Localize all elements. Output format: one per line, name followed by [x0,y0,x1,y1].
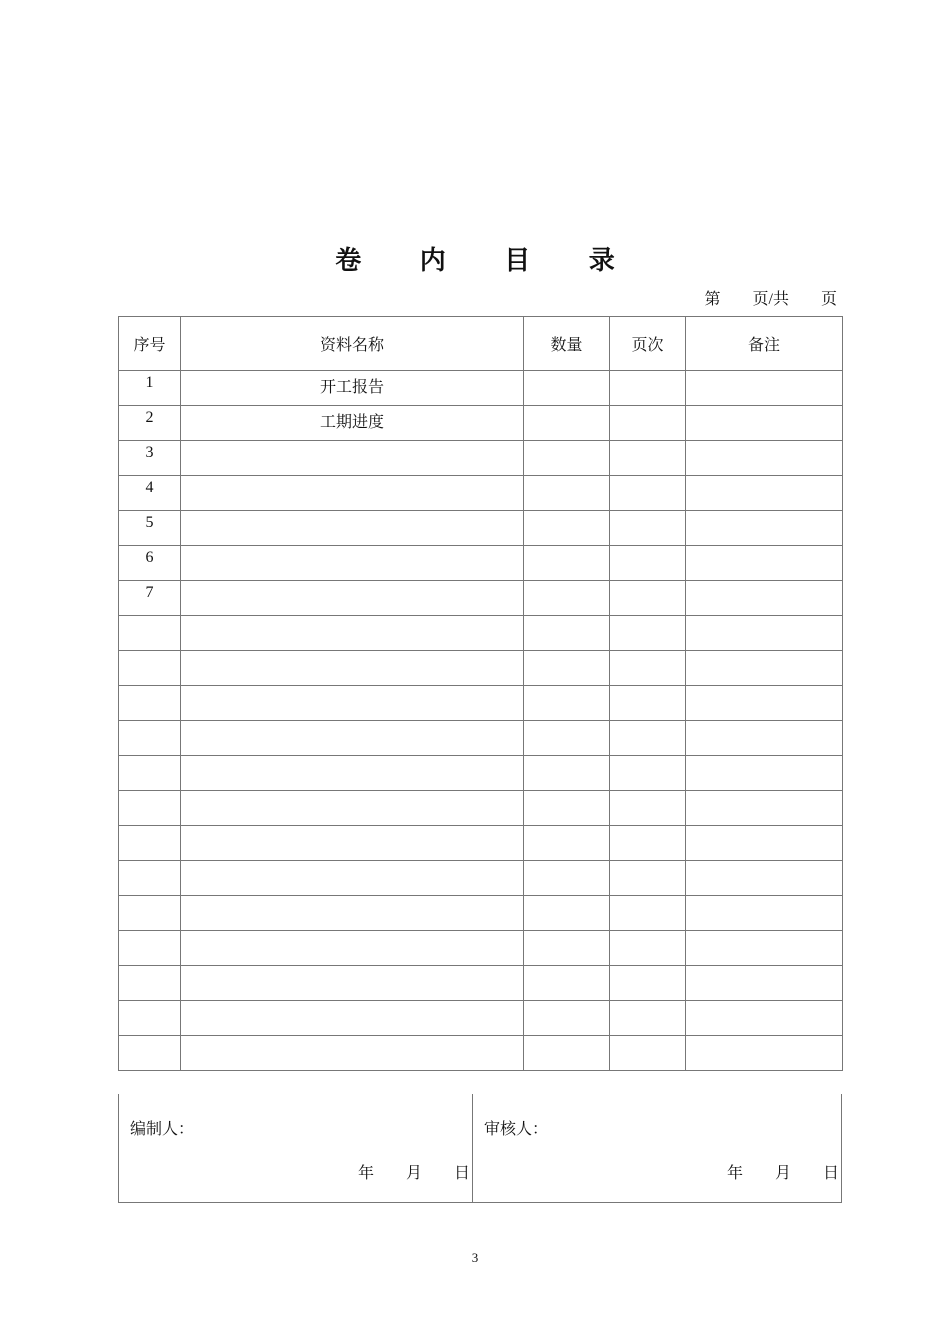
cell-quantity [524,861,610,896]
table-header-row [119,317,843,371]
cell-no: 6 [119,546,181,581]
cell-no [119,616,181,651]
cell-quantity [524,511,610,546]
reviewer-cell [473,1094,841,1202]
cell-page [610,966,686,1001]
page-number: 3 [471,1250,479,1265]
table-row [119,861,843,896]
cell-remark [686,756,843,791]
cell-no [119,1001,181,1036]
table-row [119,686,843,721]
cell-remark [686,966,843,1001]
cell-no: 4 [119,476,181,511]
cell-page [610,581,686,616]
cell-quantity [524,686,610,721]
table-row [119,616,843,651]
header-name: 资料名称 [181,317,524,371]
cell-name: 工期进度 [181,406,524,441]
table-row [119,896,843,931]
table-row [119,966,843,1001]
cell-name: 开工报告 [181,371,524,406]
table-row [119,476,843,511]
table-row [119,1001,843,1036]
cell-quantity [524,791,610,826]
table-row [119,756,843,791]
reviewer-date: 年 月 日 [726,1165,839,1182]
cell-page [610,896,686,931]
cell-quantity [524,721,610,756]
cell-no [119,791,181,826]
cell-quantity [524,616,610,651]
cell-quantity [524,896,610,931]
catalog-table [118,316,843,1071]
cell-page [610,861,686,896]
table-row [119,546,843,581]
cell-name [181,581,524,616]
cell-name [181,511,524,546]
table-row [119,791,843,826]
cell-no [119,756,181,791]
cell-quantity [524,371,610,406]
header-remark: 备注 [686,317,843,371]
cell-page [610,476,686,511]
header-quantity: 数量 [524,317,610,371]
compiler-cell [119,1094,473,1202]
cell-page [610,371,686,406]
cell-remark [686,546,843,581]
cell-no [119,861,181,896]
cell-quantity [524,441,610,476]
cell-no [119,966,181,1001]
table-row [119,581,843,616]
table-row [119,651,843,686]
cell-name [181,896,524,931]
cell-name [181,966,524,1001]
cell-name [181,861,524,896]
cell-name [181,441,524,476]
cell-quantity [524,546,610,581]
cell-no [119,651,181,686]
cell-remark [686,791,843,826]
cell-no [119,1036,181,1071]
table-row [119,371,843,406]
cell-remark [686,476,843,511]
cell-page [610,686,686,721]
cell-name [181,756,524,791]
cell-page [610,406,686,441]
cell-remark [686,651,843,686]
reviewer-label: 审核人： [484,1121,549,1138]
cell-no: 7 [119,581,181,616]
table-row [119,826,843,861]
cell-no [119,931,181,966]
cell-page [610,546,686,581]
compiler-date: 年 月 日 [357,1165,470,1182]
cell-name [181,931,524,966]
cell-no: 5 [119,511,181,546]
header-page: 页次 [610,317,686,371]
cell-name [181,826,524,861]
page-count-info: 第 页/共 页 [704,291,837,308]
cell-quantity [524,581,610,616]
table-row [119,511,843,546]
cell-page [610,651,686,686]
cell-remark [686,721,843,756]
table-row [119,1036,843,1071]
cell-page [610,791,686,826]
table-body [119,371,843,1071]
cell-remark [686,616,843,651]
cell-page [610,826,686,861]
cell-quantity [524,1036,610,1071]
cell-page [610,931,686,966]
cell-remark [686,581,843,616]
cell-no [119,686,181,721]
table-row [119,441,843,476]
signature-section [118,1094,842,1203]
cell-page [610,756,686,791]
cell-name [181,651,524,686]
cell-remark [686,686,843,721]
cell-page [610,441,686,476]
cell-page [610,616,686,651]
cell-remark [686,931,843,966]
cell-name [181,721,524,756]
cell-no: 3 [119,441,181,476]
cell-no [119,896,181,931]
table-row [119,931,843,966]
cell-name [181,791,524,826]
cell-no: 1 [119,371,181,406]
cell-name [181,686,524,721]
cell-remark [686,441,843,476]
table-row [119,721,843,756]
cell-remark [686,1001,843,1036]
cell-quantity [524,931,610,966]
header-no: 序号 [119,317,181,371]
cell-quantity [524,756,610,791]
cell-remark [686,861,843,896]
cell-page [610,721,686,756]
compiler-label: 编制人： [130,1121,195,1138]
cell-remark [686,826,843,861]
cell-remark [686,896,843,931]
cell-name [181,1036,524,1071]
cell-remark [686,406,843,441]
cell-page [610,1036,686,1071]
cell-name [181,476,524,511]
cell-remark [686,371,843,406]
cell-no: 2 [119,406,181,441]
cell-name [181,546,524,581]
cell-quantity [524,651,610,686]
cell-quantity [524,476,610,511]
cell-page [610,1001,686,1036]
cell-no [119,826,181,861]
cell-name [181,1001,524,1036]
cell-quantity [524,966,610,1001]
cell-quantity [524,406,610,441]
cell-remark [686,1036,843,1071]
document-title: 卷 内 目 录 [335,246,641,275]
cell-quantity [524,826,610,861]
cell-no [119,721,181,756]
table-row [119,406,843,441]
cell-remark [686,511,843,546]
cell-quantity [524,1001,610,1036]
cell-name [181,616,524,651]
cell-page [610,511,686,546]
